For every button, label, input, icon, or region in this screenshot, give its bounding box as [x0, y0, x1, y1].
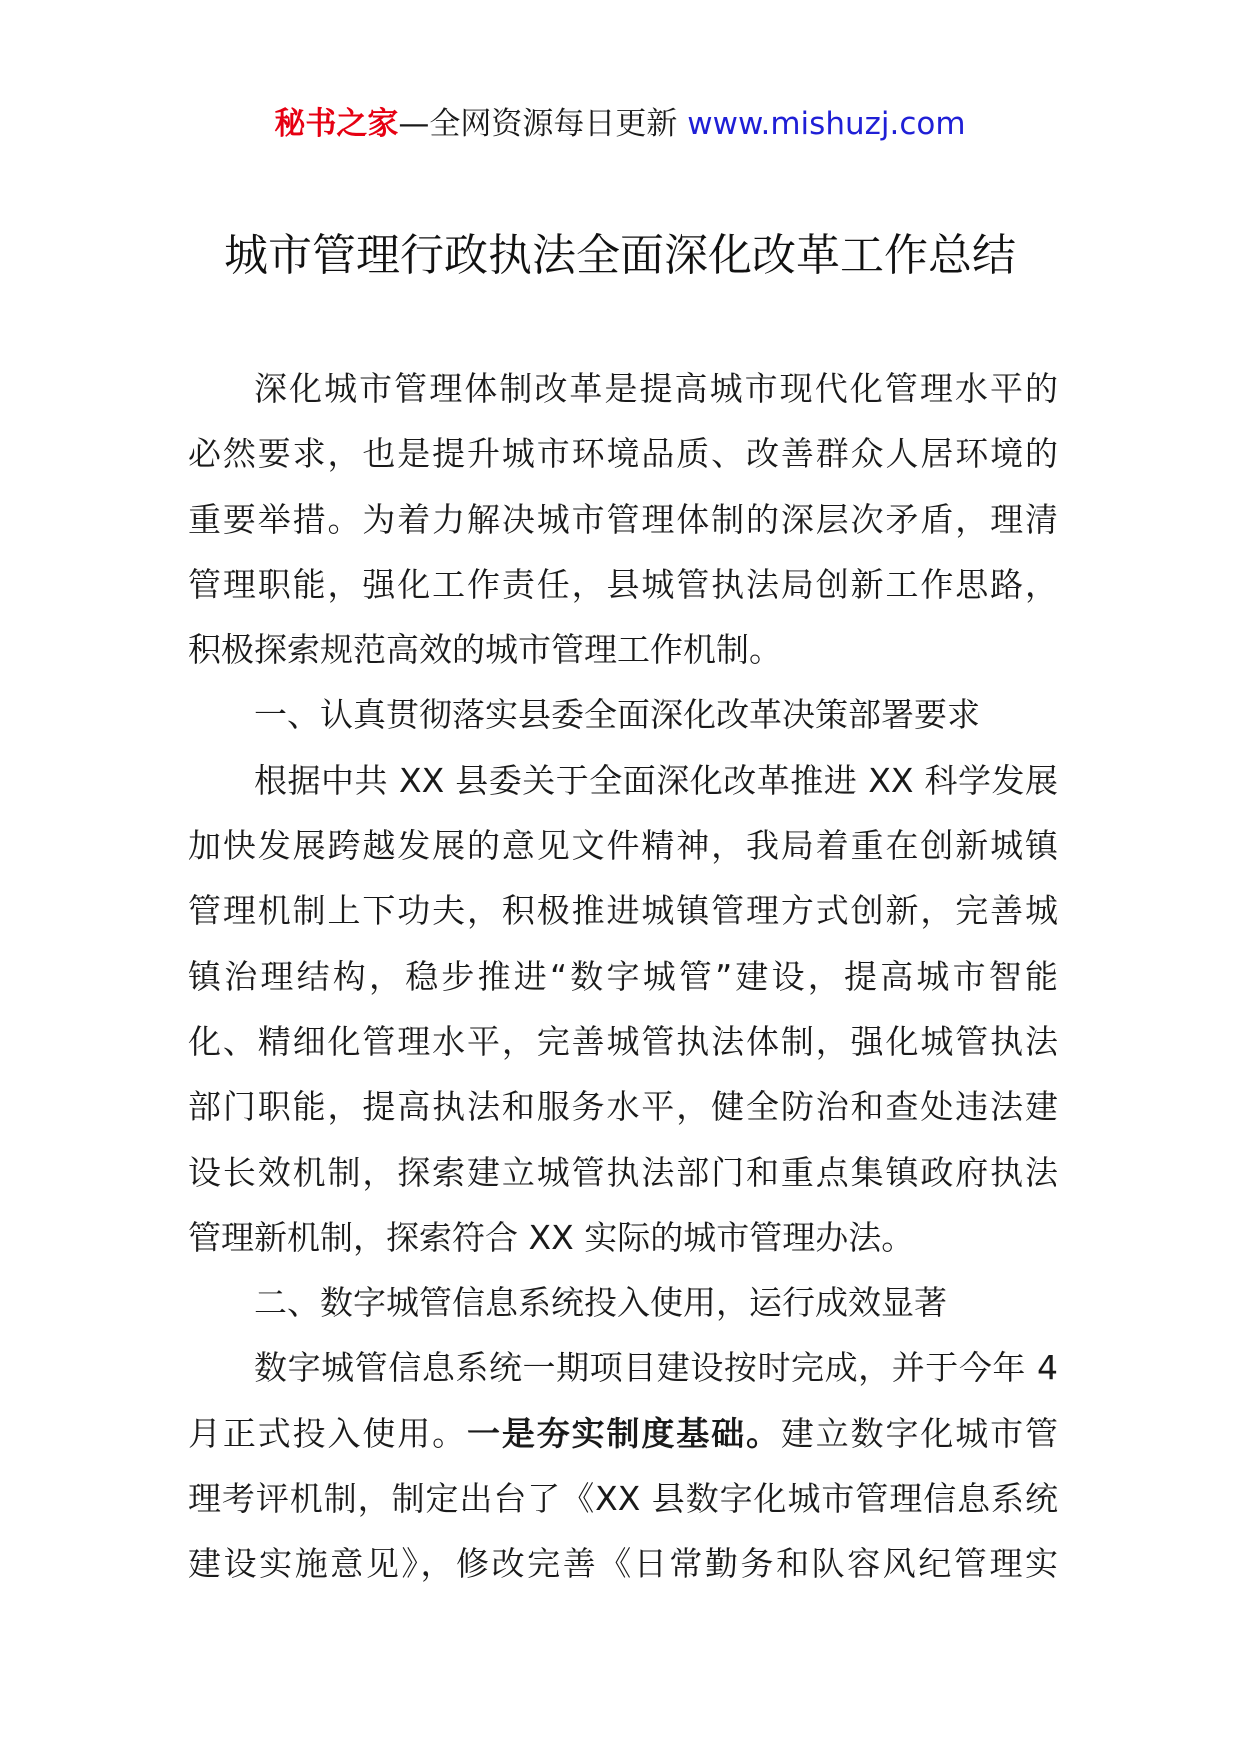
paragraph-line: 加快发展跨越发展的意见文件精神，我局着重在创新城镇	[188, 826, 1058, 866]
site-url[interactable]: www.mishuzj.com	[687, 106, 966, 142]
section-heading-2: 二、数字城管信息系统投入使用，运行成效显著	[254, 1283, 947, 1323]
paragraph-line: 管理职能，强化工作责任，县城管执法局创新工作思路，	[188, 564, 1058, 604]
paragraph-line: 管理新机制，探索符合 XX 实际的城市管理办法。	[188, 1217, 915, 1257]
paragraph-line: 理考评机制，制定出台了《XX 县数字化城市管理信息系统	[188, 1479, 1058, 1519]
section-heading-1: 一、认真贯彻落实县委全面深化改革决策部署要求	[254, 695, 980, 735]
header-slogan: —全网资源每日更新	[398, 106, 688, 142]
document-title: 城市管理行政执法全面深化改革工作总结	[224, 230, 1016, 281]
paragraph-line: 根据中共 XX 县委关于全面深化改革推进 XX 科学发展	[254, 760, 1058, 800]
paragraph-line: 积极探索规范高效的城市管理工作机制。	[188, 630, 782, 670]
paragraph-line: 数字城管信息系统一期项目建设按时完成，并于今年 4	[254, 1348, 1058, 1388]
paragraph-line: 建设实施意见》，修改完善《日常勤务和队容风纪管理实	[188, 1544, 1058, 1584]
paragraph-line: 必然要求，也是提升城市环境品质、改善群众人居环境的	[188, 434, 1058, 474]
paragraph-line: 化、精细化管理水平，完善城管执法体制，强化城管执法	[188, 1021, 1058, 1061]
paragraph-line: 管理机制上下功夫，积极推进城镇管理方式创新，完善城	[188, 891, 1058, 931]
paragraph-line	[188, 1401, 1058, 1466]
paragraph-line: 设长效机制，探索建立城管执法部门和重点集镇政府执法	[188, 1152, 1058, 1192]
paragraph-line: 重要举措。为着力解决城市管理体制的深层次矛盾，理清	[188, 499, 1058, 539]
document-body	[188, 356, 1058, 1597]
bold-text-run: 一是夯实制度基础。	[467, 1413, 781, 1453]
paragraph-line: 深化城市管理体制改革是提高城市现代化管理水平的	[254, 369, 1058, 408]
text-run: 月正式投入使用。	[188, 1413, 467, 1453]
text-run: 建立数字化城市管	[780, 1413, 1058, 1453]
site-header	[0, 100, 1240, 148]
paragraph-line: 镇治理结构，稳步推进“数字城管”建设，提高城市智能	[188, 956, 1058, 996]
brand-name: 秘书之家	[274, 106, 399, 142]
paragraph-line: 部门职能，提高执法和服务水平，健全防治和查处违法建	[188, 1087, 1058, 1127]
